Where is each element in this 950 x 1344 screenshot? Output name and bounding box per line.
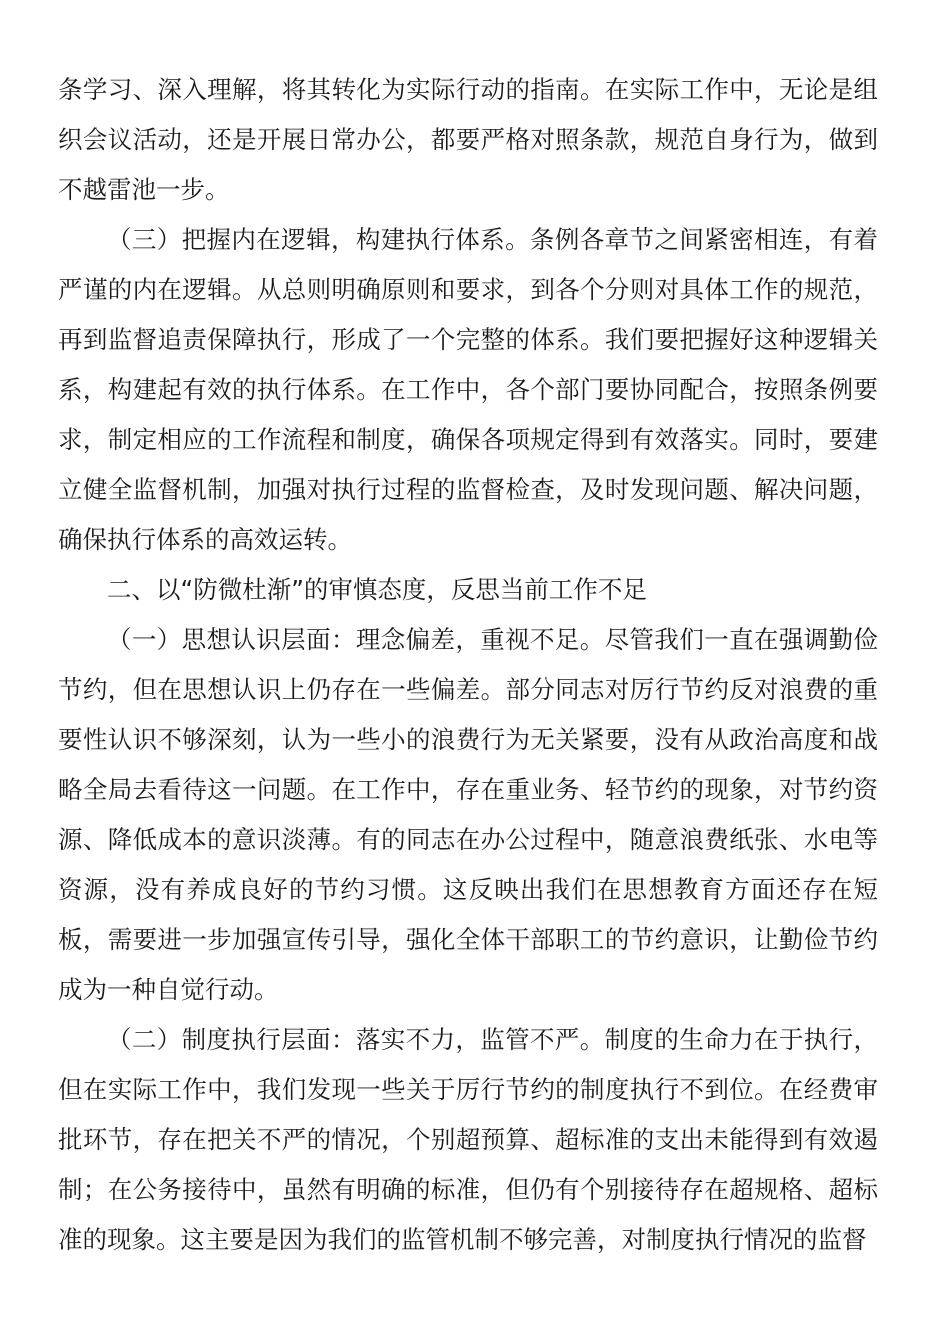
section-heading-two: 二、以“防微杜渐”的审慎态度，反思当前工作不足	[107, 575, 647, 604]
paragraph-continuation: 条学习、深入理解，将其转化为实际行动的指南。在实际工作中，无论是组织会议活动，还是开展日常办公，都要严格对照条款，规范自身行为，做到不越雷池一步。	[58, 75, 878, 204]
paragraph-subsection-two: （二）制度执行层面：落实不力，监管不严。制度的生命力在于执行，但在实际工作中，我们发现一些关于厉行节约的制度执行不到位。在经费审批环节，存在把关不严的情况，个别超预算、超标准的支出未能得到有效遏制；在公务接待中，虽然有明确的标准，但仍有个别接待存在超规格、超标准的现象。这主要是因为我们的监管机制不够完善，对制度执行情况的监督	[58, 1025, 878, 1254]
document-body	[58, 65, 878, 1265]
paragraph-subsection-one: （一）思想认识层面：理念偏差，重视不足。尽管我们一直在强调勤俭节约，但在思想认识上仍存在一些偏差。部分同志对厉行节约反对浪费的重要性认识不够深刻，认为一些小的浪费行为无关紧要，没有从政治高度和战略全局去看待这一问题。在工作中，存在重业务、轻节约的现象，对节约资源、降低成本的意识淡薄。有的同志在办公过程中，随意浪费纸张、水电等资源，没有养成良好的节约习惯。这反映出我们在思想教育方面还存在短板，需要进一步加强宣传引导，强化全体干部职工的节约意识，让勤俭节约成为一种自觉行动。	[58, 625, 878, 1004]
paragraph-section-three: （三）把握内在逻辑，构建执行体系。条例各章节之间紧密相连，有着严谨的内在逻辑。从总则明确原则和要求，到各个分则对具体工作的规范，再到监督追责保障执行，形成了一个完整的体系。我们要把握好这种逻辑关系，构建起有效的执行体系。在工作中，各个部门要协同配合，按照条例要求，制定相应的工作流程和制度，确保各项规定得到有效落实。同时，要建立健全监督机制，加强对执行过程的监督检查，及时发现问题、解决问题，确保执行体系的高效运转。	[58, 225, 878, 554]
